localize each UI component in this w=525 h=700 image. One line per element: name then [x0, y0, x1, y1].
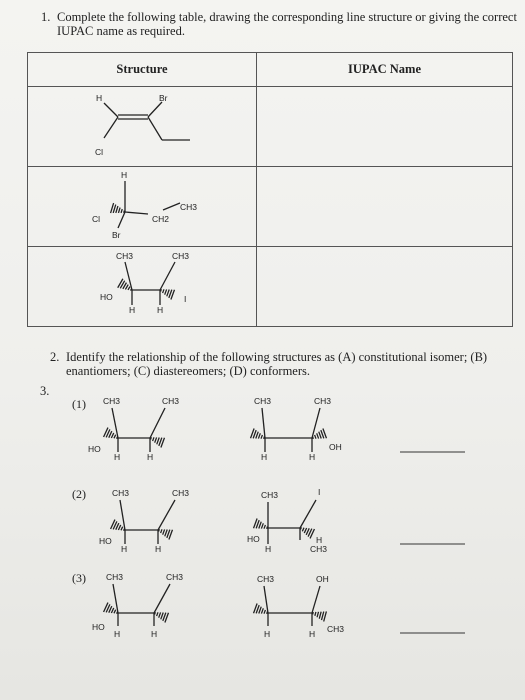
stereo-br-label: Br — [112, 230, 121, 240]
p3r-oh: OH — [316, 574, 329, 584]
row3-ch3-right-label: CH3 — [172, 251, 190, 261]
p2l-h2: H — [155, 544, 162, 554]
row3-h-left-label: H — [129, 305, 136, 315]
question-1-number: 1. — [41, 10, 51, 24]
p1r-h2: H — [309, 452, 316, 462]
p3l-h2: H — [151, 629, 158, 639]
p3r-h1: H — [264, 629, 271, 639]
pair-3-label: (3) — [72, 571, 86, 585]
pair-1-left-structure — [88, 396, 179, 462]
p2r-h1: H — [265, 544, 272, 554]
p1l-ch3-b: CH3 — [162, 396, 180, 406]
p1r-ch3-a: CH3 — [254, 396, 272, 406]
p1l-ho: HO — [88, 444, 101, 454]
stereo-h-label: H — [121, 170, 128, 180]
stereo-ch2-label: CH2 — [152, 214, 170, 224]
p1r-oh: OH — [329, 442, 342, 452]
row3-ho-label: HO — [100, 292, 113, 302]
p2r-ch3: CH3 — [261, 490, 279, 500]
p2l-h1: H — [121, 544, 128, 554]
p3l-ho: HO — [92, 622, 105, 632]
p2r-i: I — [318, 487, 321, 497]
question-2-text-line2: enantiomers; (C) diastereomers; (D) conformers. — [66, 364, 311, 378]
p2r-ch3-bottom: CH3 — [310, 544, 328, 554]
question-3-number: 3. — [40, 384, 50, 398]
p3l-ch3-a: CH3 — [106, 572, 124, 582]
pair-3-left-structure — [92, 572, 183, 639]
row3-h-right-label: H — [157, 305, 164, 315]
structure-column-header: Structure — [28, 53, 257, 87]
p2l-ch3-a: CH3 — [112, 488, 130, 498]
p3r-ch3-sub: CH3 — [327, 624, 345, 634]
stereocenter-structure — [92, 170, 197, 240]
question-2-number: 2. — [50, 350, 60, 364]
p2l-ho: HO — [99, 536, 112, 546]
alkene-structure — [95, 93, 190, 157]
alkene-br-label: Br — [159, 93, 168, 103]
pair-1-label: (1) — [72, 397, 86, 411]
row3-i-label: I — [184, 294, 187, 304]
p1l-ch3-a: CH3 — [103, 396, 121, 406]
pair-2-left-structure — [99, 488, 189, 554]
pair-2-right-structure — [247, 487, 327, 554]
p3l-ch3-b: CH3 — [166, 572, 184, 582]
question-2-text-line1: Identify the relationship of the following structures as (A) constitutional isomer; (B) — [66, 350, 488, 364]
p2l-ch3-b: CH3 — [172, 488, 190, 498]
pair-1-right-structure — [251, 396, 342, 462]
p1l-h2: H — [147, 452, 154, 462]
iupac-name-column-header: IUPAC Name — [257, 53, 513, 87]
question-1-text-line1: Complete the following table, drawing the corresponding line structure or giving the correct — [57, 10, 517, 24]
p2r-h-sub: H — [316, 535, 323, 545]
p3r-ch3: CH3 — [257, 574, 275, 584]
p3r-h2: H — [309, 629, 316, 639]
p1l-h1: H — [114, 452, 121, 462]
alkene-h-label: H — [96, 93, 103, 103]
p1r-h1: H — [261, 452, 268, 462]
question-1-text-line2: IUPAC name as required. — [57, 24, 185, 38]
row3-ch3-left-label: CH3 — [116, 251, 134, 261]
stereo-cl-label: Cl — [92, 214, 101, 224]
stereo-ch3-label: CH3 — [180, 202, 198, 212]
pair-2-label: (2) — [72, 487, 86, 501]
pair-3-right-structure — [254, 574, 345, 639]
sawhorse-structure-row-3 — [100, 251, 189, 315]
p1r-ch3-b: CH3 — [314, 396, 332, 406]
p3l-h1: H — [114, 629, 121, 639]
p2r-ho: HO — [247, 534, 260, 544]
alkene-cl-label: Cl — [95, 147, 104, 157]
